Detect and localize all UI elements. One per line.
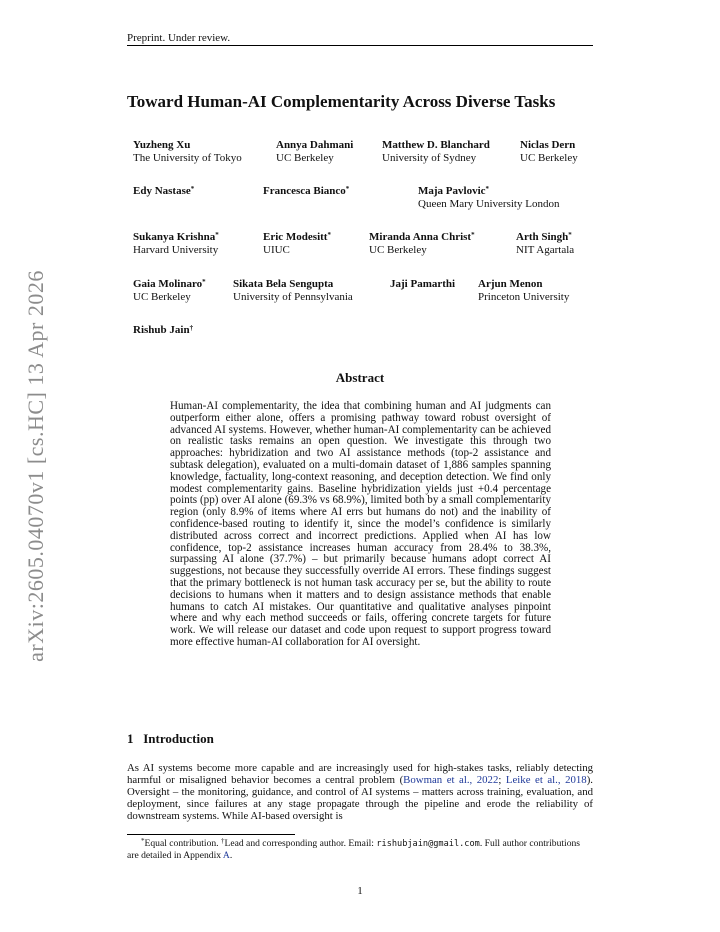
footnote-rule [127,834,295,835]
citation-link[interactable]: Leike et al., 2018 [505,773,587,786]
author-name: Eric Modesitt* [263,231,331,243]
author-name: Sukanya Krishna* [133,231,219,243]
author-name: Niclas Dern [520,139,576,151]
author-block [520,139,578,165]
abstract-body: Human-AI complementarity, the idea that combining human and AI judgments can outperform either alone, offers a promising pathway toward robust oversight of advanced AI systems. However, whether human-AI complementarity can be achieved on realistic tasks remains an open question. We investigate this through two approaches: hybridization and two AI assistance methods (top-2 assistance and subtask delegation), evaluated on a multi-domain dataset of 1,886 samples spanning knowledge, factuality, long-context reasoning, and deception detection. We find only modest complementarity gains. Baseline hybridization yields just +0.4 percentage points (pp) over AI alone (69.3% vs 68.9%), limited both by a small complementarity region (only 8.9% of items where AI errs but humans do not) and the inability of confidence-based routing to identify it, since the model’s confidence is similarly distributed across correct and incorrect predictions. Applied when AI has low confidence, top-2 assistance increases human accuracy from 28.4% to 38.3%, surpassing AI alone (37.7%) – but primarily because humans adopt correct AI suggestions, not because they successfully override AI errors. These findings suggest that the primary bottleneck is not human task accuracy per se, but the ability to route decisions to humans when it matters and to design assistance methods that enable humans to catch AI mistakes. Our quantitative and qualitative analyses pinpoint where and why each method succeeds or fails, offering concrete targets for future work. We will release our dataset and code upon request to support progress toward more effective human-AI collaboration for AI oversight. [170,400,551,648]
appendix-link[interactable]: A [222,850,230,861]
author-affiliation: Princeton University [478,291,570,303]
author-affiliation: University of Pennsylvania [233,291,353,303]
citation-link[interactable]: Bowman et al., 2022 [403,773,499,786]
author-name: Yuzheng Xu [133,139,191,151]
author-block [418,185,559,211]
author-affiliation: University of Sydney [382,152,477,164]
author-name: Edy Nastase* [133,185,195,197]
author-affiliation: UC Berkeley [520,152,578,164]
author-name: Jaji Pamarthi [390,278,456,290]
author-block [369,231,475,257]
introduction-paragraph: As AI systems become more capable and are increasingly used for high-stakes tasks, reliably detecting harmful or misaligned behavior becomes a central problem (Bowman et al., 2022; Leike et al., 2018). Oversight – the monitoring, guidance, and control of AI systems – matters across training, evaluation, and deployment, since failures at any stage propagate through the pipeline and erode the reliability of downstream systems. While AI-based oversight is [127,762,593,822]
section-heading [127,731,593,747]
section-title: Introduction [143,731,214,746]
author-block [263,185,349,198]
author-name: Gaia Molinaro* [133,278,206,290]
author-affiliation: UC Berkeley [276,152,334,164]
author-block [133,139,242,165]
author-name: Arth Singh* [516,231,572,243]
author-affiliation: Queen Mary University London [418,198,560,210]
author-block [233,278,353,304]
paper-title: Toward Human-AI Complementarity Across Diverse Tasks [127,92,556,111]
author-name: Miranda Anna Christ* [369,231,475,243]
author-affiliation: UIUC [263,244,290,256]
author-affiliation: Harvard University [133,244,219,256]
author-block [390,278,455,291]
author-block [516,231,574,257]
author-block [133,185,194,198]
author-name: Rishub Jain† [133,324,194,336]
author-block [133,278,206,304]
header-rule [127,45,593,46]
author-name: Matthew D. Blanchard [382,139,490,151]
footnote: *Equal contribution. †Lead and corresponding author. Email: rishubjain@gmail.com. Full author contributions are detailed in Appendix A. [127,837,581,861]
author-block [263,231,331,257]
author-block [478,278,569,304]
email-address: rishubjain@gmail.com [376,839,480,849]
author-name: Arjun Menon [478,278,543,290]
author-affiliation: UC Berkeley [133,291,191,303]
author-name: Francesca Bianco* [263,185,350,197]
author-name: Annya Dahmani [276,139,354,151]
author-affiliation: NIT Agartala [516,244,575,256]
author-affiliation: UC Berkeley [369,244,427,256]
author-affiliation: The University of Tokyo [133,152,242,164]
running-header: Preprint. Under review. [127,32,231,44]
author-block [382,139,490,165]
author-block [133,324,193,337]
author-block [276,139,353,165]
author-name: Maja Pavlovic* [418,185,490,197]
author-name: Sikata Bela Sengupta [233,278,334,290]
arxiv-stamp-text: arXiv:2605.04070v1 [cs.HC] 13 Apr 2026 [23,270,48,662]
section-number: 1 [127,731,134,746]
author-block [133,231,219,257]
page-number: 1 [357,885,363,897]
abstract-heading: Abstract [335,370,385,385]
